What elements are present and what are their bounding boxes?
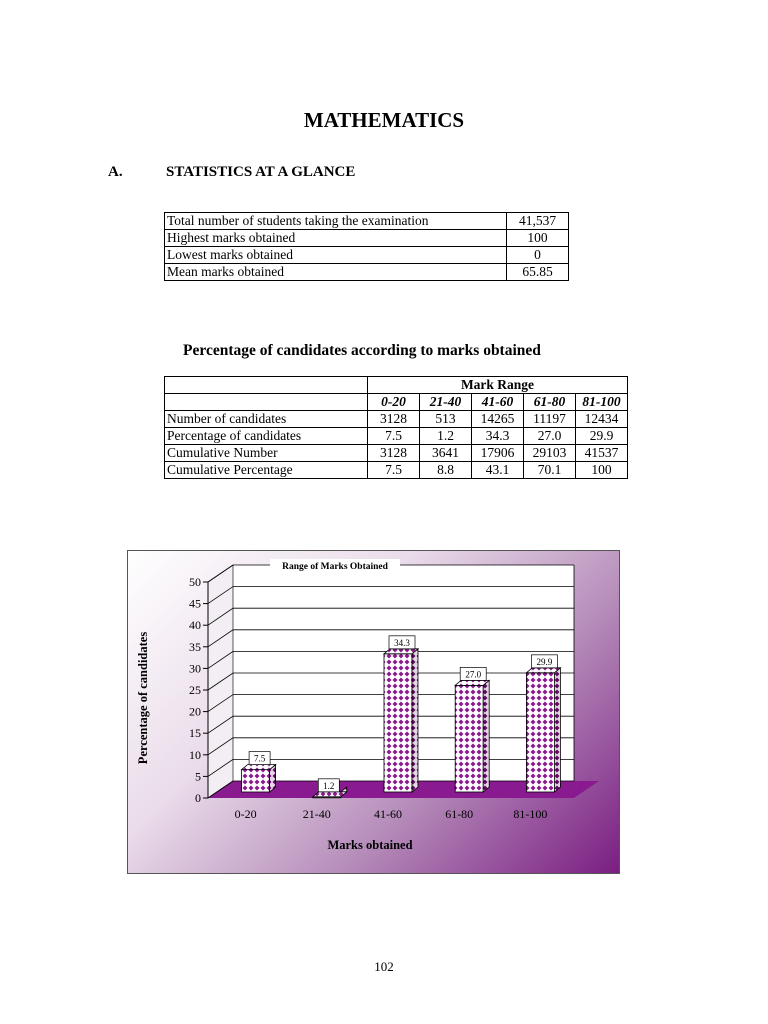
table-cell: 27.0 [524,428,576,445]
row-label: Percentage of candidates [165,428,368,445]
bar-front [242,770,270,792]
header-row [165,377,628,394]
bar-side [554,668,560,792]
x-tick-label: 0-20 [234,807,257,821]
x-tick-label: 61-80 [445,807,474,821]
bar-top [242,765,276,770]
distribution-table [164,376,628,479]
range-header: 21-40 [420,394,472,411]
page-number: 102 [374,959,394,974]
y-tick-label: 45 [189,596,201,611]
stats-value: 41,537 [507,213,569,230]
table-cell: 43.1 [472,462,524,479]
bar-top [313,792,347,797]
y-tick-label: 15 [189,726,201,741]
table-cell: 100 [576,462,628,479]
bar [242,765,276,792]
table-cell: 34.3 [472,428,524,445]
range-header-row [165,394,628,411]
bar [526,668,560,792]
stats-row [165,213,569,230]
bar-front [526,673,554,792]
stats-label: Mean marks obtained [165,264,507,281]
x-tick-label: 41-60 [374,807,402,821]
table-row [165,445,628,462]
section-title: STATISTICS AT A GLANCE [166,164,356,180]
row-label: Number of candidates [165,411,368,428]
stats-label: Lowest marks obtained [165,247,507,264]
data-label: 34.3 [394,637,410,648]
table-cell: 17906 [472,445,524,462]
bar-top [455,680,489,685]
y-tick-label: 20 [189,704,201,719]
range-header: 0-20 [368,394,420,411]
table-cell: 12434 [576,411,628,428]
y-tick-label: 5 [195,769,201,784]
data-label: 29.9 [536,656,553,667]
bar-chart [128,551,621,875]
table-cell: 3128 [368,411,420,428]
table-cell: 3128 [368,445,420,462]
table-cell: 11197 [524,411,576,428]
table-cell: 1.2 [420,428,472,445]
table-cell: 29.9 [576,428,628,445]
row-label: Cumulative Number [165,445,368,462]
y-tick-label: 30 [189,661,201,676]
distribution-heading: Percentage of candidates according to marks obtained [183,342,541,359]
table-row [165,428,628,445]
stats-value: 65.85 [507,264,569,281]
stats-label: Total number of students taking the examination [165,213,507,230]
mark-range-header: Mark Range [368,377,628,394]
y-tick-label: 0 [195,791,201,805]
stats-row [165,230,569,247]
x-tick-label: 21-40 [302,807,331,821]
table-cell: 7.5 [368,428,420,445]
header-blank [165,377,368,394]
stats-row [165,247,569,264]
range-header: 61-80 [524,394,576,411]
page-title: MATHEMATICS [303,108,465,132]
stats-row [165,264,569,281]
bar-top [526,668,560,673]
stats-label: Highest marks obtained [165,230,507,247]
y-tick-label: 50 [189,575,201,589]
stats-value: 100 [507,230,569,247]
bar [384,649,418,792]
range-header: 41-60 [472,394,524,411]
data-label: 27.0 [465,669,482,680]
table-cell: 70.1 [524,462,576,479]
table-cell: 7.5 [368,462,420,479]
data-label: 1.2 [323,780,335,791]
bar-front [384,654,412,792]
table-cell: 29103 [524,445,576,462]
table-cell: 14265 [472,411,524,428]
chart-title: Range of Marks Obtained [282,562,388,572]
table-cell: 41537 [576,445,628,462]
table-cell: 513 [420,411,472,428]
table-cell: 8.8 [420,462,472,479]
statistics-table [164,212,569,281]
section-letter: A. [108,164,123,180]
bar-top [384,649,418,654]
x-tick-label: 81-100 [513,807,548,821]
y-tick-label: 35 [189,639,201,654]
table-row [165,462,628,479]
data-label: 7.5 [253,753,266,764]
table-cell: 3641 [420,445,472,462]
bar-front [455,685,483,792]
y-axis-label: Percentage of candidates [136,631,150,765]
bar-side [412,649,418,792]
y-tick-label: 40 [189,618,201,633]
x-axis-label: Marks obtained [327,838,413,852]
range-header: 81-100 [576,394,628,411]
stats-value: 0 [507,247,569,264]
y-tick-label: 25 [189,683,201,697]
chart-panel [127,550,620,874]
y-tick-label: 10 [189,747,201,762]
header-blank [165,394,368,411]
row-label: Cumulative Percentage [165,462,368,479]
table-row [165,411,628,428]
bar-side [483,680,489,792]
bar [455,680,489,792]
